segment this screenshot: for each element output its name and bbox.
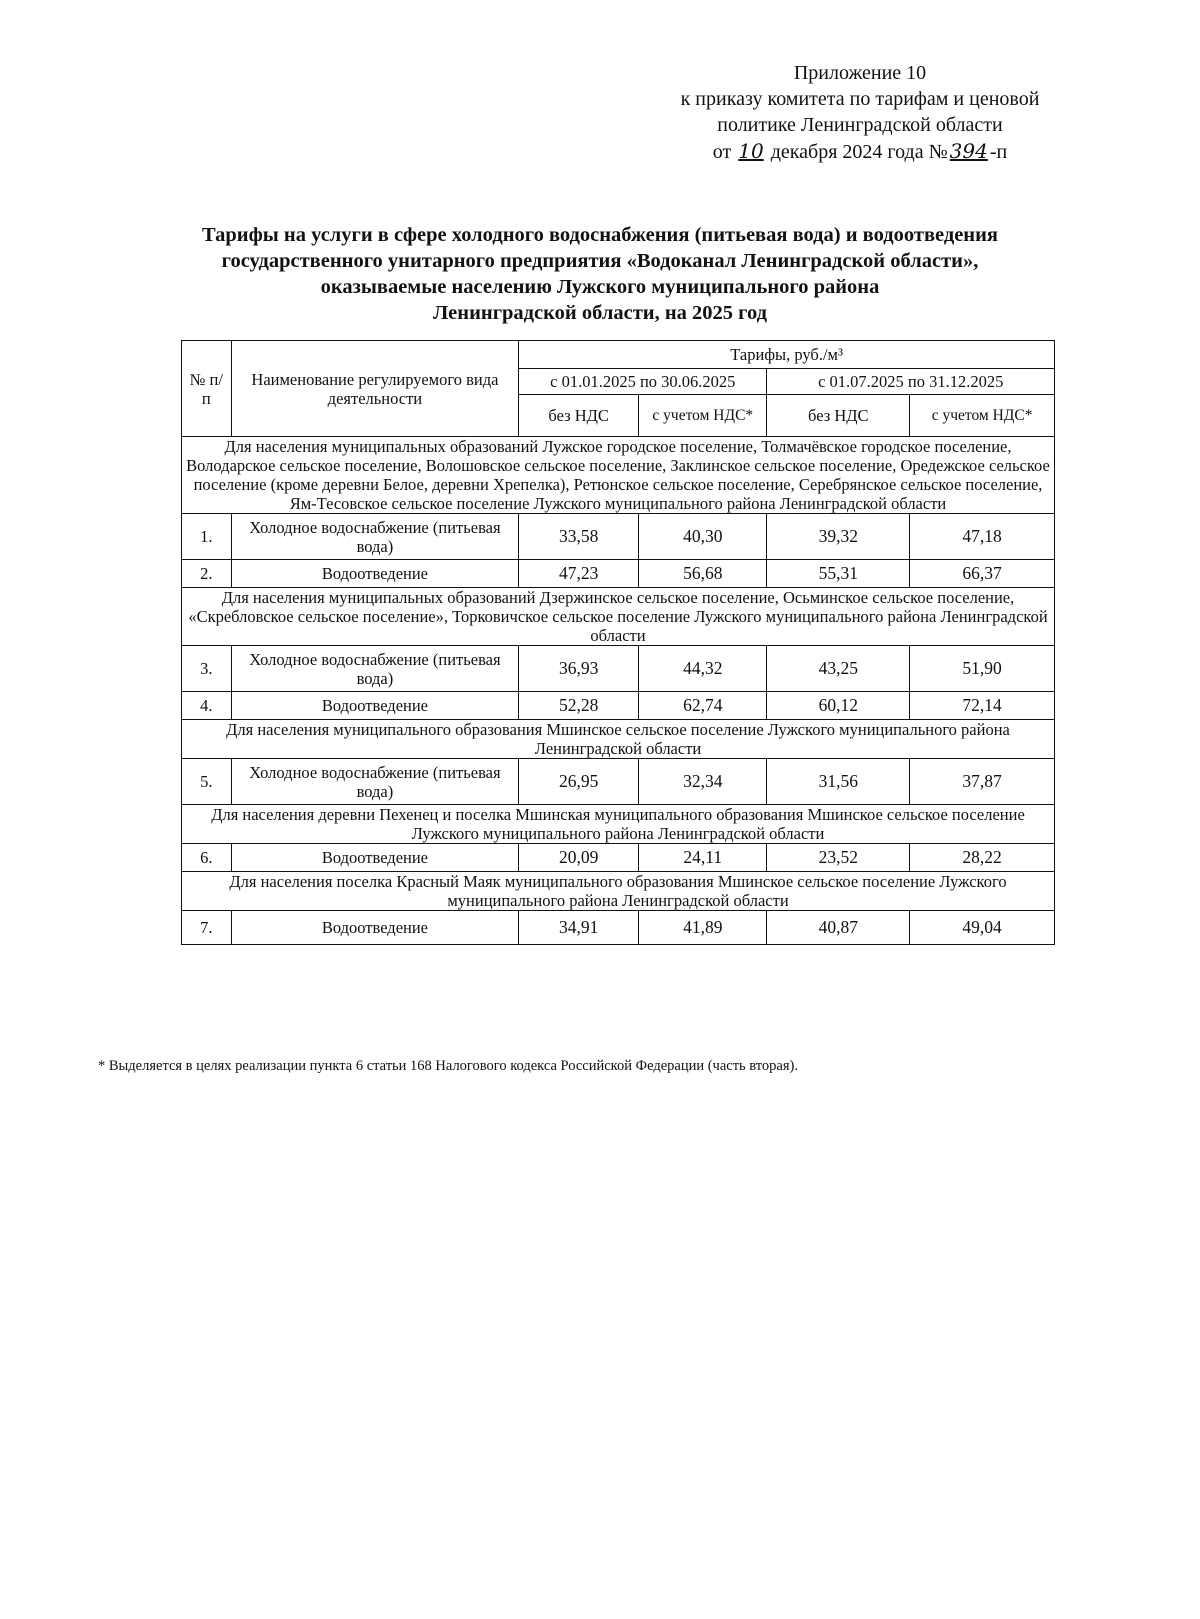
header-row-1 (182, 341, 1055, 369)
row-p1-vat: 40,30 (639, 514, 767, 560)
group-row (182, 805, 1055, 844)
row-activity: Холодное водоснабжение (питьевая вода) (231, 759, 519, 805)
row-number: 7. (182, 911, 232, 945)
appendix-order-line: к приказу комитета по тарифам и ценовой (680, 88, 1040, 110)
group-row (182, 437, 1055, 514)
title-line-4: Ленинградской области, на 2025 год (433, 302, 767, 324)
group-label: Для населения муниципальных образований Дзержинское сельское поселение, Осьминское сельское поселение, «Скребловское сельское поселение», Торковичское сельское поселение Лужского муниципального района Ленинградской области (182, 588, 1055, 646)
group-row (182, 720, 1055, 759)
row-activity: Водоотведение (231, 692, 519, 720)
row-p1-no-vat: 20,09 (519, 844, 639, 872)
col-header-number: № п/п (182, 341, 232, 437)
row-p2-vat: 51,90 (910, 646, 1055, 692)
row-activity: Водоотведение (231, 911, 519, 945)
table-row (182, 514, 1055, 560)
table-row (182, 911, 1055, 945)
table-row (182, 759, 1055, 805)
appendix-header (600, 60, 1120, 165)
group-label: Для населения муниципального образования Мшинское сельское поселение Лужского муниципального района Ленинградской области (182, 720, 1055, 759)
row-activity: Водоотведение (231, 560, 519, 588)
col-header-activity: Наименование регулируемого вида деятельности (231, 341, 519, 437)
row-p1-vat: 24,11 (639, 844, 767, 872)
group-row (182, 872, 1055, 911)
vat-footnote: * Выделяется в целях реализации пункта 6 статьи 168 Налогового кодекса Российской Федерации (часть вторая). (98, 1058, 798, 1074)
title-line-2: государственного унитарного предприятия «Водоканал Ленинградской области», (221, 250, 979, 272)
row-p2-no-vat: 43,25 (767, 646, 910, 692)
row-p1-no-vat: 36,93 (519, 646, 639, 692)
handwritten-day: 10 (738, 139, 764, 163)
col-header-p1-vat: с учетом НДС* (639, 395, 767, 437)
row-activity: Водоотведение (231, 844, 519, 872)
group-label: Для населения деревни Пехенец и поселка Мшинская муниципального образования Мшинское сельское поселение Лужского муниципального района Ленинградской области (182, 805, 1055, 844)
row-p1-no-vat: 52,28 (519, 692, 639, 720)
row-number: 2. (182, 560, 232, 588)
group-label: Для населения муниципальных образований Лужское городское поселение, Толмачёвское городское поселение, Володарское сельское поселение, Волошовское сельское поселение, Заклинское сельское поселение, Оредежское сельское поселение (кроме деревни Белое, деревни Хрепелка), Ретюнское сельское поселение, Серебрянское сельское поселение, Ям-Тесовское сельское поселение Лужского муниципального района Ленинградской области (182, 437, 1055, 514)
document-title (60, 222, 1140, 326)
row-activity: Холодное водоснабжение (питьевая вода) (231, 646, 519, 692)
order-suffix: -п (989, 141, 1008, 163)
row-p1-vat: 32,34 (639, 759, 767, 805)
row-p1-vat: 41,89 (639, 911, 767, 945)
col-header-period-2: с 01.07.2025 по 31.12.2025 (767, 369, 1055, 395)
tariffs-table (181, 340, 1055, 945)
row-activity: Холодное водоснабжение (питьевая вода) (231, 514, 519, 560)
appendix-title: Приложение 10 (793, 62, 927, 84)
row-p2-no-vat: 40,87 (767, 911, 910, 945)
row-number: 4. (182, 692, 232, 720)
appendix-committee-line: политике Ленинградской области (717, 114, 1003, 136)
date-middle: декабря 2024 года № (770, 141, 948, 163)
row-p2-vat: 28,22 (910, 844, 1055, 872)
row-number: 1. (182, 514, 232, 560)
row-number: 6. (182, 844, 232, 872)
title-line-1: Тарифы на услуги в сфере холодного водоснабжения (питьевая вода) и водоотведения (201, 224, 999, 246)
row-p2-no-vat: 23,52 (767, 844, 910, 872)
row-p1-vat: 44,32 (639, 646, 767, 692)
col-header-p2-no-vat: без НДС (767, 395, 910, 437)
row-p2-vat: 66,37 (910, 560, 1055, 588)
date-prefix: от (712, 141, 732, 163)
col-header-p1-no-vat: без НДС (519, 395, 639, 437)
row-p1-no-vat: 34,91 (519, 911, 639, 945)
row-p1-no-vat: 33,58 (519, 514, 639, 560)
col-header-tariffs: Тарифы, руб./м³ (519, 341, 1055, 369)
col-header-period-1: с 01.01.2025 по 30.06.2025 (519, 369, 767, 395)
group-label: Для населения поселка Красный Маяк муниципального образования Мшинское сельское поселение Лужского муниципального района Ленинградской области (182, 872, 1055, 911)
row-p2-vat: 49,04 (910, 911, 1055, 945)
row-p1-vat: 62,74 (639, 692, 767, 720)
col-header-p2-vat: с учетом НДС* (910, 395, 1055, 437)
title-line-3: оказываемые населению Лужского муниципального района (320, 276, 880, 298)
row-p2-no-vat: 60,12 (767, 692, 910, 720)
row-p2-no-vat: 31,56 (767, 759, 910, 805)
row-p1-vat: 56,68 (639, 560, 767, 588)
table-row (182, 692, 1055, 720)
row-p2-no-vat: 55,31 (767, 560, 910, 588)
row-p2-vat: 72,14 (910, 692, 1055, 720)
table-row (182, 560, 1055, 588)
row-p1-no-vat: 26,95 (519, 759, 639, 805)
row-number: 5. (182, 759, 232, 805)
row-number: 3. (182, 646, 232, 692)
row-p2-vat: 47,18 (910, 514, 1055, 560)
handwritten-order-number: 394 (949, 139, 988, 163)
row-p2-vat: 37,87 (910, 759, 1055, 805)
table-row (182, 844, 1055, 872)
row-p2-no-vat: 39,32 (767, 514, 910, 560)
row-p1-no-vat: 47,23 (519, 560, 639, 588)
table-row (182, 646, 1055, 692)
appendix-date-line (600, 138, 1120, 165)
group-row (182, 588, 1055, 646)
